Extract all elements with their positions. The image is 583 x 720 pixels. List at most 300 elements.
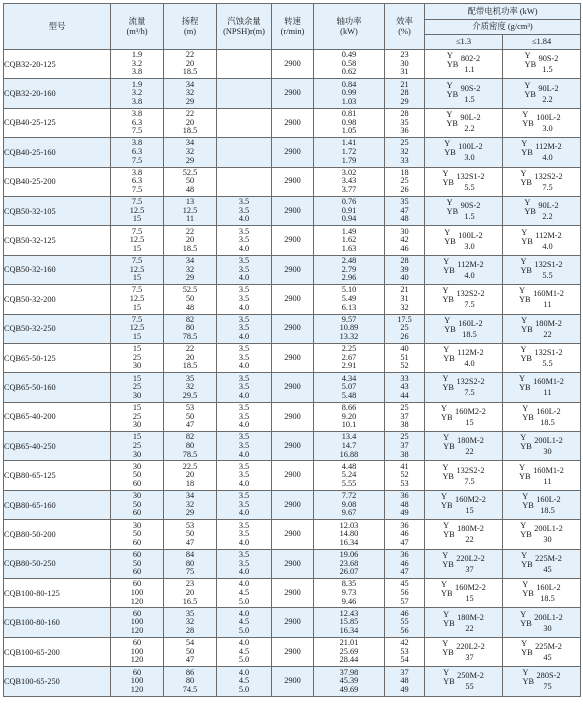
value: 25.69 <box>339 646 359 656</box>
value: 52 <box>400 470 409 480</box>
motor-label: Y <box>522 403 529 413</box>
value: 120 <box>130 625 144 635</box>
value: 15 <box>132 373 142 383</box>
motor-model <box>442 462 485 486</box>
value: 84 <box>185 549 195 559</box>
npsh-cell <box>217 167 272 196</box>
flow-cell <box>111 608 164 637</box>
efficiency-cell <box>385 226 425 255</box>
value: 9.67 <box>341 508 357 518</box>
motor-label: YB <box>520 442 532 452</box>
motor-label: 4.0 <box>542 153 553 163</box>
value: 4.0 <box>238 243 250 253</box>
model-cell <box>4 520 111 549</box>
col-header-head: 扬程 (m) <box>164 4 217 50</box>
motor-cell-density-b <box>503 579 581 608</box>
value: 37 <box>400 667 409 677</box>
value: 47 <box>185 420 195 430</box>
value: 1.79 <box>341 155 357 165</box>
motor-label: 1.5 <box>542 65 553 75</box>
motor-cell-density-a <box>425 490 503 519</box>
motor-cell-density-b <box>503 549 581 578</box>
col-header-model: 型号 <box>4 4 111 50</box>
value: 30 <box>132 449 142 459</box>
value: 25 <box>400 176 409 186</box>
motor-label: 5.5 <box>542 270 553 280</box>
value: 53 <box>400 646 409 656</box>
efficiency-cell <box>385 667 425 696</box>
motor-label: 132S1-2 <box>456 171 485 181</box>
value: 18.5 <box>182 67 198 77</box>
motor-label: Y <box>522 668 529 678</box>
value: 23 <box>185 579 195 589</box>
motor-label: 180M-2 <box>535 318 562 328</box>
flow-cell <box>111 549 164 578</box>
value: 12.5 <box>129 323 145 333</box>
shaft-power-cell <box>314 432 385 461</box>
motor-label: 160L-2 <box>458 318 483 328</box>
value: 50 <box>185 176 195 186</box>
efficiency-cell <box>385 196 425 225</box>
motor-label: YB <box>522 412 534 422</box>
value: 3.5 <box>238 558 250 568</box>
model-name: CQB50-32-200 <box>4 294 56 304</box>
npsh-cell <box>217 520 272 549</box>
value: 3.8 <box>131 109 143 119</box>
value: 6.3 <box>131 117 143 127</box>
motor-cell-density-a <box>425 549 503 578</box>
motor-label: YB <box>519 471 531 481</box>
motor-label: 1.5 <box>464 212 475 222</box>
value: 19.06 <box>339 549 359 559</box>
motor-label: 7.5 <box>464 300 475 310</box>
motor-label: Y <box>442 462 449 472</box>
motor-model <box>521 639 562 662</box>
model-name: CQB65-50-160 <box>4 382 56 392</box>
value: 3.2 <box>131 58 143 68</box>
motor-label: YB <box>524 207 536 217</box>
motor-label: 3.0 <box>542 123 553 133</box>
motor-label: 90L-2 <box>460 112 481 122</box>
value: 30 <box>400 226 409 236</box>
motor-cell-density-b <box>503 138 581 167</box>
motor-label: 100L-2 <box>458 230 483 240</box>
speed-cell <box>272 285 314 314</box>
value: 22 <box>185 50 195 60</box>
motor-cell-density-b <box>503 461 581 490</box>
motor-label: YB <box>442 648 454 657</box>
motor-label: 22 <box>465 623 474 633</box>
value: 80 <box>185 323 195 333</box>
shaft-power-cell <box>314 490 385 519</box>
value: 28 <box>400 256 409 266</box>
value: 40 <box>400 344 409 354</box>
value: 28 <box>400 88 409 98</box>
npsh-cell <box>217 579 272 608</box>
motor-model <box>443 521 484 545</box>
head-cell <box>164 167 217 196</box>
motor-label: 132S2-2 <box>456 465 485 475</box>
speed-cell <box>272 490 314 519</box>
value: 25 <box>132 440 142 450</box>
motor-label: 160M2-2 <box>455 495 486 505</box>
shaft-power-cell <box>314 138 385 167</box>
motor-label: Y <box>442 374 449 384</box>
speed-cell <box>272 255 314 284</box>
motor-label: Y <box>446 109 453 119</box>
value: 15 <box>132 243 142 253</box>
value: 3.5 <box>238 432 250 442</box>
value: 49 <box>400 684 409 694</box>
motor-label: Y <box>521 550 528 560</box>
motor-label: 180M-2 <box>457 524 484 534</box>
motor-label: 132S2-2 <box>534 171 563 181</box>
motor-label: YB <box>446 207 459 217</box>
motor-label: YB <box>446 89 459 99</box>
motor-model <box>520 433 563 457</box>
value: 32 <box>185 88 195 98</box>
motor-label: YB <box>521 648 533 657</box>
model-name: CQB65-50-125 <box>4 353 56 363</box>
shaft-power-cell <box>314 196 385 225</box>
model-name: CQB65-40-200 <box>4 412 56 422</box>
flow-cell <box>111 373 164 402</box>
value: 30 <box>132 390 142 400</box>
motor-label: YB <box>442 471 454 481</box>
value: 25 <box>400 432 409 442</box>
value: 26 <box>400 332 409 341</box>
model-cell <box>4 226 111 255</box>
value: 3.5 <box>238 549 250 559</box>
motor-label: Y <box>522 492 529 502</box>
value: 14.7 <box>341 440 357 450</box>
motor-label: YB <box>446 60 459 70</box>
motor-label: Y <box>443 345 450 355</box>
speed-cell <box>272 402 314 431</box>
motor-label: 30 <box>543 447 552 457</box>
value: 3.5 <box>238 285 250 295</box>
value: 0.91 <box>341 205 357 215</box>
motor-label: Y <box>524 198 531 208</box>
motor-model <box>524 80 559 104</box>
value: 36 <box>400 491 409 501</box>
flow-cell <box>111 402 164 431</box>
motor-model <box>443 345 484 369</box>
model-cell <box>4 402 111 431</box>
motor-label: 160L-2 <box>536 583 561 593</box>
value: 9.73 <box>341 587 357 597</box>
value: 18.5 <box>182 126 198 136</box>
efficiency-cell <box>385 579 425 608</box>
value: 15 <box>132 332 142 341</box>
value: 3.2 <box>131 88 143 98</box>
speed-cell <box>272 520 314 549</box>
value: 7.5 <box>131 285 143 295</box>
motor-cell-density-a <box>425 255 503 284</box>
model-name: CQB40-25-200 <box>4 177 56 187</box>
value: 12.43 <box>339 608 359 618</box>
head-cell <box>164 637 217 666</box>
motor-model <box>521 550 562 574</box>
value: 12.5 <box>129 264 145 274</box>
motor-label: 200L1-2 <box>534 436 563 446</box>
motor-cell-density-a <box>425 167 503 196</box>
motor-label: 225M-2 <box>535 642 562 651</box>
col-header-speed: 转速 (r/min) <box>272 4 314 50</box>
value: 4.5 <box>238 617 250 627</box>
table-row <box>4 255 581 284</box>
motor-label: YB <box>441 589 453 599</box>
motor-label: YB <box>446 118 458 128</box>
value: 7.5 <box>131 155 143 165</box>
value: 47 <box>185 655 195 665</box>
motor-cell-density-b <box>503 667 581 696</box>
motor-label: 5.5 <box>542 359 553 369</box>
value: 4.0 <box>238 478 250 488</box>
flow-cell <box>111 637 164 666</box>
value: 42 <box>400 638 409 648</box>
value: 3.5 <box>238 529 250 539</box>
value: 56 <box>400 587 409 597</box>
table-row <box>4 343 581 372</box>
value: 29.5 <box>182 390 198 400</box>
col-header-density-b: ≤1.84 <box>503 35 581 50</box>
value: 6.3 <box>131 147 143 157</box>
motor-label: Y <box>443 256 450 266</box>
value: 1.62 <box>341 235 357 245</box>
value: 48 <box>400 676 409 686</box>
value: 20 <box>185 470 195 480</box>
value: 60 <box>132 608 142 618</box>
model-name: CQB100-80-160 <box>4 618 60 628</box>
value: 30 <box>132 461 142 471</box>
value: 12.5 <box>129 235 145 245</box>
value: 20 <box>185 58 195 68</box>
npsh-cell <box>217 461 272 490</box>
motor-label: 180M-2 <box>457 436 484 446</box>
motor-cell-density-a <box>425 520 503 549</box>
model-name: CQB80-50-200 <box>4 529 56 539</box>
value: 3.5 <box>238 491 250 501</box>
efficiency-cell <box>385 343 425 372</box>
value: 28 <box>185 625 195 635</box>
value: 13.32 <box>339 332 359 341</box>
motor-label: 11 <box>543 388 552 398</box>
head-cell <box>164 579 217 608</box>
value: 32 <box>400 302 409 312</box>
motor-cell-density-a <box>425 226 503 255</box>
npsh-cell <box>217 79 272 108</box>
head-cell <box>164 314 217 343</box>
motor-label: 160M2-2 <box>455 583 486 593</box>
motor-model <box>521 139 562 163</box>
efficiency-cell <box>385 461 425 490</box>
value: 7.5 <box>131 256 143 266</box>
motor-label: YB <box>521 324 533 334</box>
table-row <box>4 79 581 108</box>
value: 1.72 <box>341 147 357 157</box>
npsh-cell <box>217 50 272 79</box>
value: 15 <box>132 402 142 412</box>
value: 100 <box>130 587 144 597</box>
value: 80 <box>185 676 195 686</box>
motor-model <box>522 403 561 427</box>
flow-cell <box>111 108 164 137</box>
motor-model <box>442 550 485 574</box>
motor-label: 160M1-2 <box>533 377 564 387</box>
value: 2900 <box>284 264 301 274</box>
motor-label: Y <box>521 227 528 237</box>
value: 120 <box>130 655 144 665</box>
value: 3.5 <box>238 323 250 333</box>
motor-label: YB <box>524 89 536 99</box>
shaft-power-cell <box>314 226 385 255</box>
value: 41 <box>400 461 409 471</box>
motor-label: 2.2 <box>464 123 475 133</box>
speed-cell <box>272 549 314 578</box>
value: 16.88 <box>339 449 359 459</box>
value: 20 <box>185 352 195 362</box>
value: 47 <box>400 567 409 577</box>
head-cell <box>164 432 217 461</box>
value: 49 <box>400 508 409 518</box>
value: 4.0 <box>238 567 250 577</box>
head-cell <box>164 79 217 108</box>
efficiency-cell <box>385 637 425 666</box>
value: 2.91 <box>341 361 357 371</box>
value: 35 <box>185 373 195 383</box>
model-name: CQB50-32-125 <box>4 236 56 246</box>
motor-model <box>521 227 562 251</box>
speed-cell <box>272 196 314 225</box>
motor-label: YB <box>520 530 532 540</box>
motor-cell-density-a <box>425 432 503 461</box>
speed-cell <box>272 637 314 666</box>
motor-label: YB <box>442 383 454 393</box>
table-row <box>4 490 581 519</box>
value: 3.5 <box>238 470 250 480</box>
value: 25 <box>132 352 142 362</box>
model-name: CQB80-65-125 <box>4 471 56 481</box>
value: 52 <box>400 361 409 371</box>
motor-label: 280S-2 <box>536 671 561 681</box>
value: 2.25 <box>341 344 357 354</box>
table-row <box>4 520 581 549</box>
table-row <box>4 285 581 314</box>
value: 37 <box>400 440 409 450</box>
head-cell <box>164 549 217 578</box>
motor-label: YB <box>522 589 534 599</box>
value: 12.5 <box>129 205 145 215</box>
value: 18.5 <box>182 243 198 253</box>
value: 53 <box>400 478 409 488</box>
npsh-cell <box>217 108 272 137</box>
motor-model <box>522 668 561 692</box>
value: 18 <box>400 167 409 177</box>
value: 9.57 <box>341 314 357 324</box>
motor-cell-density-a <box>425 637 503 666</box>
value: 32 <box>400 147 409 157</box>
value: 0.94 <box>341 214 357 224</box>
value: 46 <box>400 558 409 568</box>
value: 26.07 <box>339 567 359 577</box>
value: 15.85 <box>339 617 359 627</box>
motor-cell-density-b <box>503 343 581 372</box>
value: 5.49 <box>341 294 357 304</box>
model-name: CQB80-65-160 <box>4 500 56 510</box>
motor-label: 132S1-2 <box>534 348 563 358</box>
motor-label: YB <box>441 412 453 422</box>
motor-label: 7.5 <box>542 182 553 192</box>
value: 4.5 <box>238 646 250 656</box>
value: 3.5 <box>238 314 250 324</box>
value: 23 <box>400 50 409 60</box>
motor-label: 22 <box>465 535 474 545</box>
motor-label: 30 <box>543 535 552 545</box>
value: 4.5 <box>238 676 250 686</box>
value: 57 <box>400 596 409 606</box>
value: 12.03 <box>339 520 359 530</box>
efficiency-cell <box>385 314 425 343</box>
motor-label: 160L-2 <box>536 495 561 505</box>
value: 2900 <box>284 147 301 157</box>
value: 37 <box>400 411 409 421</box>
motor-label: 132S2-2 <box>456 377 485 387</box>
motor-label: 132S1-2 <box>534 259 563 269</box>
value: 7.72 <box>341 491 357 501</box>
efficiency-cell <box>385 285 425 314</box>
value: 30 <box>400 58 409 68</box>
value: 4.0 <box>238 214 250 224</box>
flow-cell <box>111 490 164 519</box>
value: 4.0 <box>238 638 250 648</box>
shaft-power-cell <box>314 255 385 284</box>
value: 15 <box>132 302 142 312</box>
efficiency-cell <box>385 432 425 461</box>
motor-label: YB <box>522 501 534 511</box>
value: 6.3 <box>131 176 143 186</box>
motor-label: 132S2-2 <box>456 289 485 299</box>
value: 3.8 <box>131 67 143 77</box>
npsh-cell <box>217 343 272 372</box>
col-header-npsh: 汽蚀余量 (NPSH)r(m) <box>217 4 272 50</box>
value: 10.1 <box>341 420 357 430</box>
value: 3.77 <box>341 185 357 195</box>
motor-label: 250M-2 <box>457 671 484 681</box>
motor-label: 3.0 <box>464 153 475 163</box>
motor-cell-density-b <box>503 314 581 343</box>
speed-cell <box>272 608 314 637</box>
motor-cell-density-b <box>503 285 581 314</box>
motor-model <box>524 51 559 75</box>
motor-label: 45 <box>543 564 552 574</box>
spec-table-body <box>4 50 581 697</box>
efficiency-cell <box>385 549 425 578</box>
motor-label: YB <box>441 501 453 511</box>
motor-label: YB <box>443 265 455 275</box>
motor-model <box>522 580 561 604</box>
value: 0.62 <box>341 67 357 77</box>
value: 0.98 <box>341 117 357 127</box>
motor-label: YB <box>443 530 455 540</box>
motor-label: Y <box>443 521 450 531</box>
value: 3.5 <box>238 373 250 383</box>
value: 5.0 <box>238 655 250 665</box>
motor-label: 90L-2 <box>538 201 559 211</box>
value: 2900 <box>284 235 301 245</box>
spec-table-wrapper <box>3 3 580 697</box>
motor-model <box>444 139 483 163</box>
